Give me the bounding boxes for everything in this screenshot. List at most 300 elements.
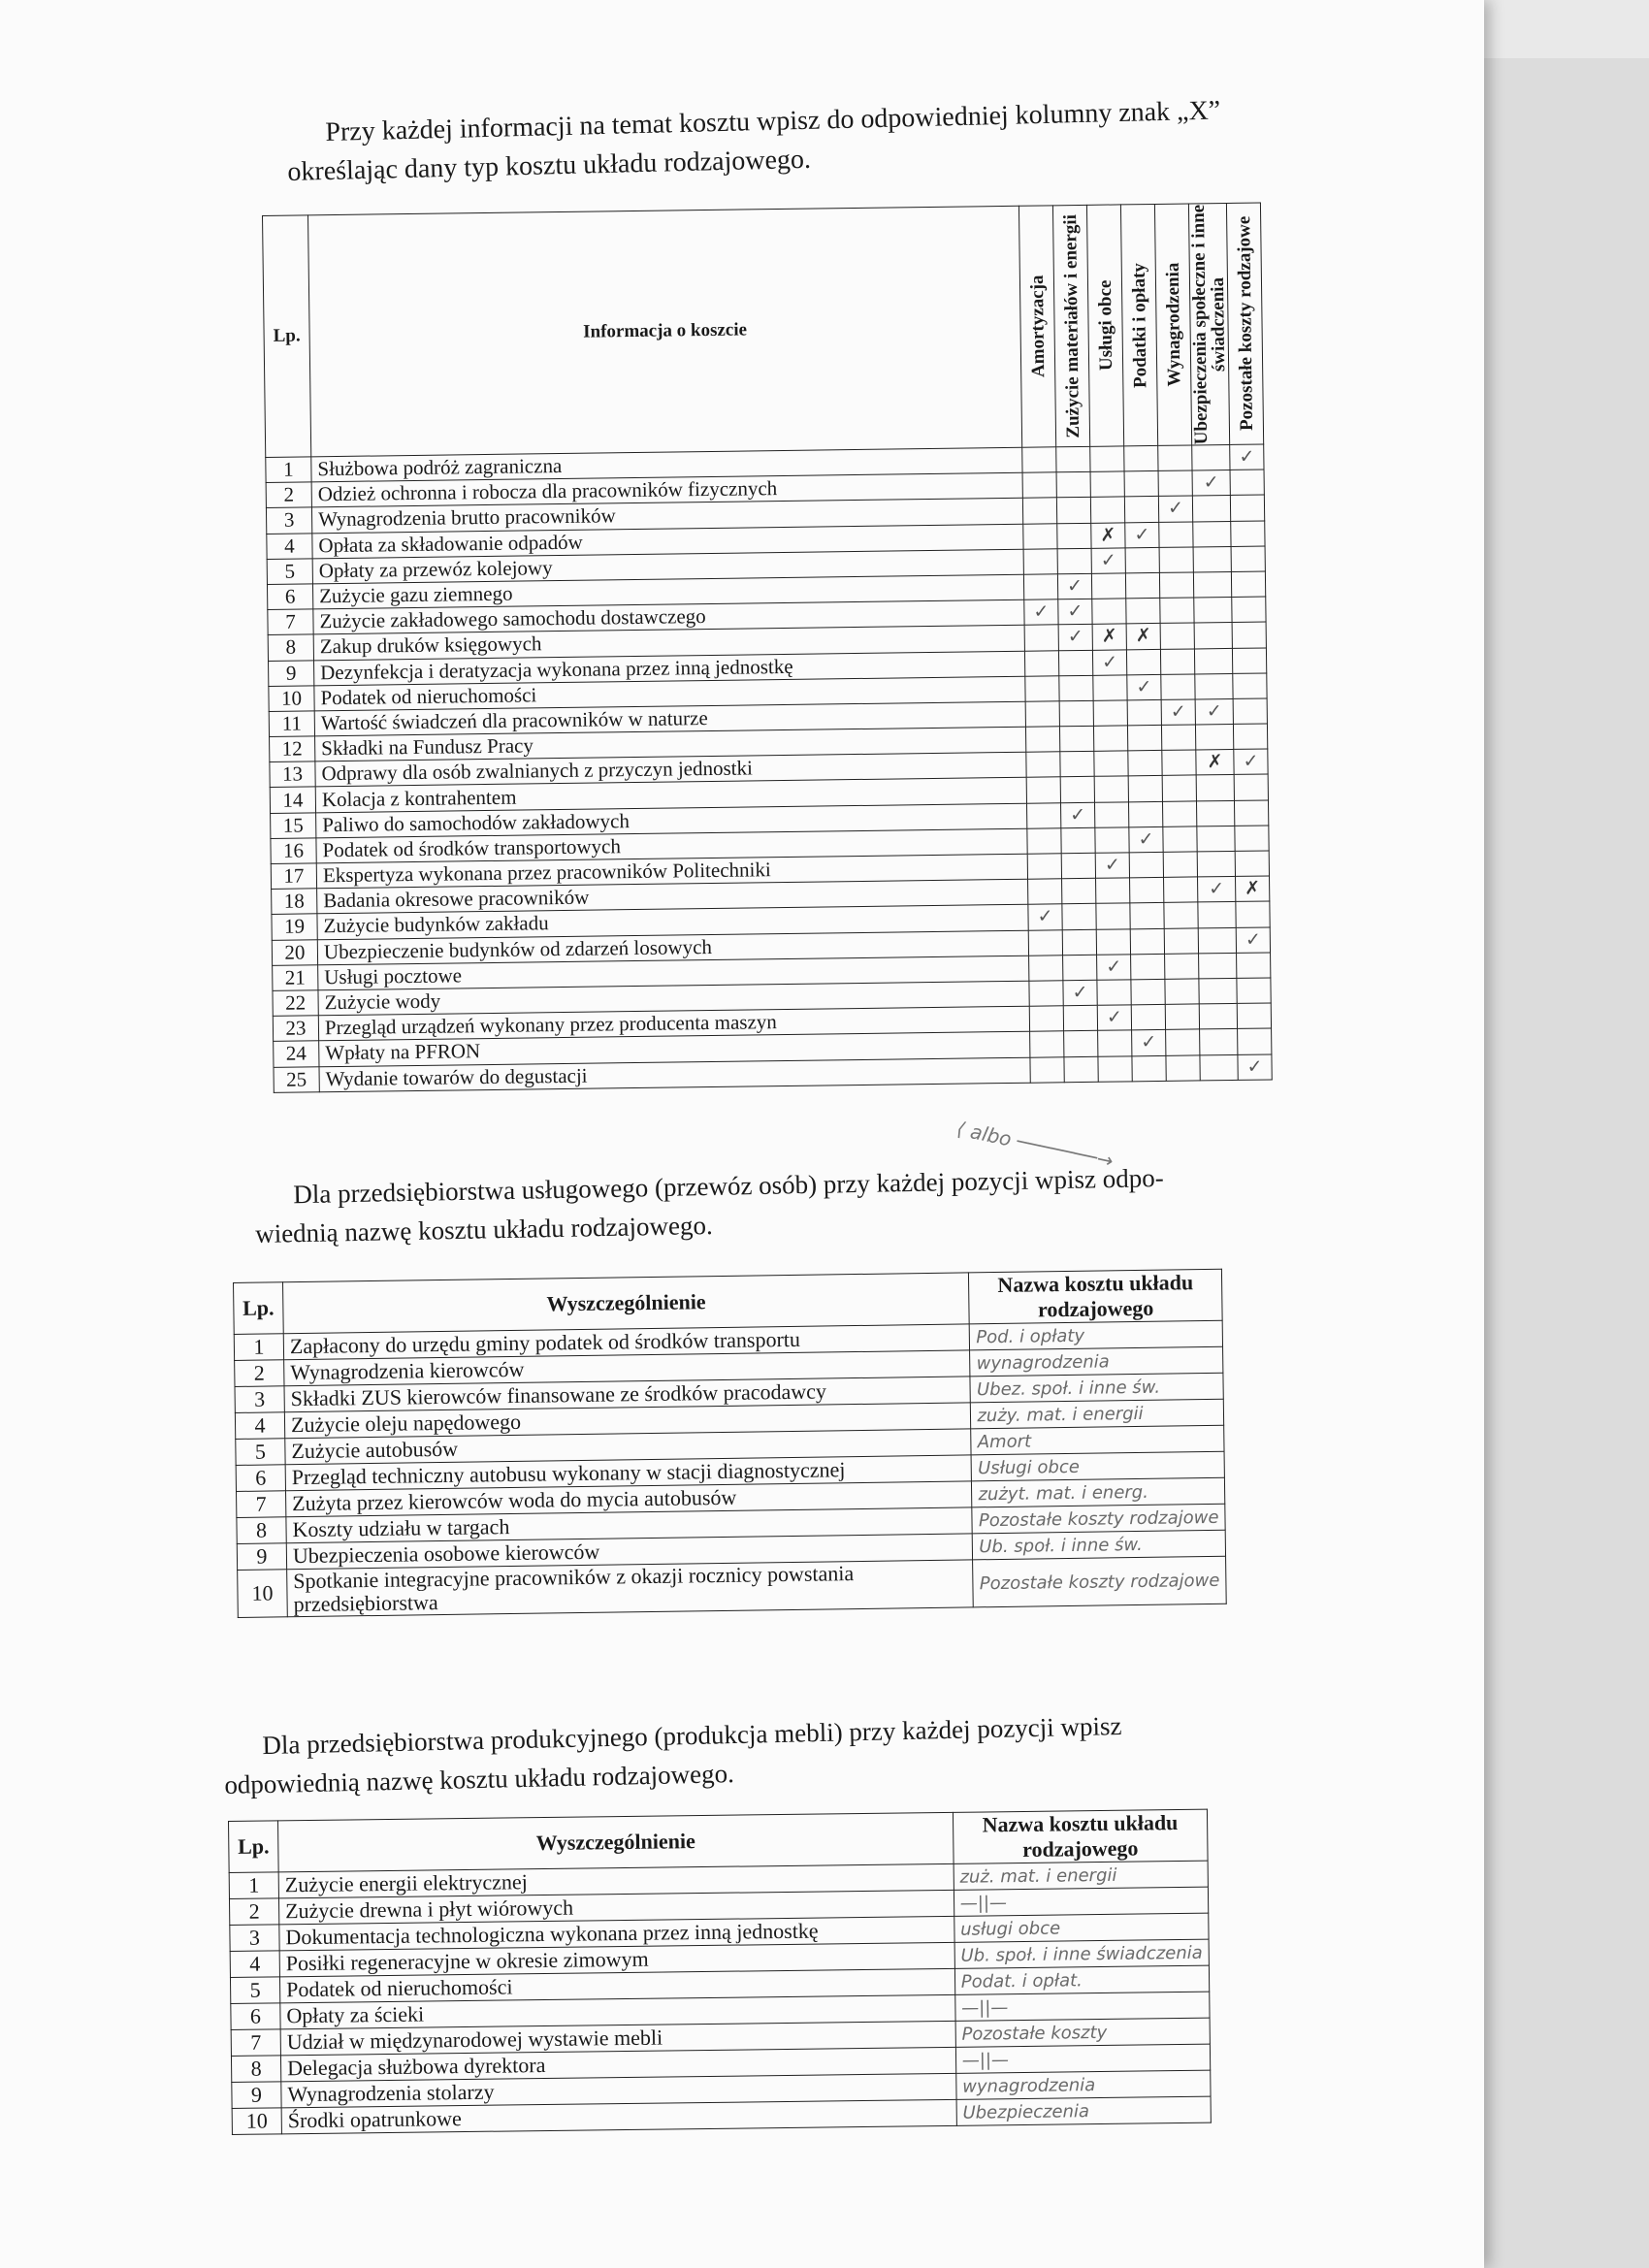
mark-cell[interactable] [1056, 498, 1090, 524]
answer-cell[interactable] [971, 1425, 1224, 1455]
handwritten-answer: zużyt. mat. i energ. [978, 1481, 1149, 1506]
mark-cell[interactable] [1093, 726, 1127, 752]
mark-cell[interactable]: ✓ [1091, 548, 1125, 574]
row-spec: Zużycie oleju napędowego [284, 1403, 971, 1439]
mark-cell[interactable] [1192, 444, 1230, 470]
mark-cell[interactable] [1027, 854, 1061, 880]
mark-cell[interactable] [1232, 622, 1266, 648]
row-lp: 11 [269, 711, 314, 737]
row-lp: 2 [229, 1898, 278, 1926]
mark-cell[interactable]: ✓ [1192, 470, 1230, 497]
row-spec: Posiłki regeneracyjne w okresie zimowym [279, 1942, 954, 1976]
answer-cell[interactable] [971, 1451, 1224, 1481]
margin-note-albo: ⟨ albo ───────→ [954, 1117, 1116, 1173]
row-info: Wydanie towarów do degustacji [319, 1057, 1030, 1092]
services-table-body [234, 1320, 1226, 1617]
mark-cell[interactable] [1163, 852, 1197, 878]
mark-cell[interactable]: ✓ [1063, 980, 1097, 1006]
mark-cell[interactable] [1057, 548, 1091, 574]
handwritten-answer: Ubezpieczenia [962, 2101, 1090, 2123]
mark-cell[interactable] [1022, 447, 1056, 473]
handwritten-answer: Ub. społ. i inne świadczenia [960, 1942, 1203, 1966]
mark-cell[interactable] [1059, 675, 1093, 701]
mark-cell[interactable] [1165, 979, 1199, 1005]
header-col-4: Wynagrodzenia [1154, 204, 1191, 445]
mark-cell[interactable]: ✓ [1024, 599, 1058, 626]
mark-cell[interactable] [1163, 826, 1197, 853]
row-lp: 3 [235, 1386, 284, 1413]
mark-cell[interactable] [1030, 1056, 1064, 1083]
mark-cell[interactable] [1029, 956, 1063, 982]
mark-cell[interactable]: ✓ [1092, 649, 1126, 675]
mark-cell[interactable]: ✓ [1234, 749, 1268, 775]
row-spec: Zużyta przez kierowców woda do mycia autobusów [286, 1481, 973, 1517]
row-info: Opłata za składowanie odpadów [312, 524, 1023, 559]
answer-cell[interactable] [954, 1887, 1209, 1916]
mark-cell[interactable] [1127, 725, 1161, 751]
answer-cell[interactable] [970, 1320, 1223, 1350]
row-spec: Delegacja służbowa dyrektora [280, 2047, 955, 2081]
answer-cell[interactable] [970, 1346, 1223, 1377]
answer-cell[interactable] [972, 1477, 1225, 1507]
row-lp: 4 [230, 1951, 279, 1978]
mark-cell[interactable] [1128, 801, 1162, 827]
mark-cell[interactable] [1195, 673, 1233, 699]
answer-cell[interactable] [971, 1399, 1224, 1429]
mark-cell[interactable] [1233, 724, 1267, 750]
mark-cell[interactable] [1196, 800, 1234, 826]
row-info: Opłaty za przewóz kolejowy [312, 549, 1023, 584]
mark-cell[interactable]: ✓ [1236, 927, 1270, 954]
mark-cell[interactable]: ✓ [1057, 573, 1091, 599]
row-lp: 4 [235, 1412, 284, 1440]
row-spec: Składki ZUS kierowców finansowane ze środków pracodawcy [284, 1377, 971, 1412]
handwritten-answer: usługi obce [960, 1918, 1061, 1940]
row-lp: 22 [273, 990, 318, 1017]
mark-cell[interactable]: ✓ [1097, 955, 1131, 981]
mark-cell[interactable] [1129, 852, 1163, 878]
mark-cell[interactable] [1130, 878, 1164, 904]
mark-cell[interactable]: ✓ [1238, 1053, 1272, 1080]
row-lp: 2 [235, 1360, 284, 1387]
row-spec: Podatek od nieruchomości [279, 1968, 954, 2002]
row-lp: 23 [273, 1016, 318, 1042]
mark-cell[interactable] [1090, 446, 1124, 472]
mark-cell[interactable]: ✗ [1092, 624, 1126, 650]
mark-cell[interactable] [1128, 776, 1162, 802]
mark-cell[interactable]: ✓ [1158, 496, 1192, 522]
mark-cell[interactable] [1028, 929, 1062, 956]
row-lp: 5 [230, 1977, 279, 2004]
instructions-line-1: Przy każdej informacji na temat kosztu wpisz do odpowiedniej kolumny znak „X” [325, 95, 1221, 148]
answer-cell[interactable] [956, 2096, 1212, 2125]
mark-cell[interactable] [1030, 1031, 1064, 1057]
mark-cell[interactable] [1023, 549, 1057, 575]
mark-cell[interactable]: ✓ [1058, 599, 1092, 625]
mark-cell[interactable] [1199, 1004, 1237, 1030]
mark-cell[interactable] [1026, 777, 1060, 803]
mark-cell[interactable] [1098, 1055, 1132, 1082]
mark-cell[interactable] [1029, 1006, 1063, 1032]
section-production [223, 1703, 1234, 1804]
row-lp: 4 [267, 533, 312, 559]
mark-cell[interactable] [1125, 572, 1159, 599]
mark-cell[interactable] [1092, 599, 1126, 625]
row-lp: 14 [270, 787, 315, 813]
row-spec: Spotkanie integracyjne pracowników z okazji rocznicy powstania przedsiębiorstwa [287, 1560, 974, 1617]
mark-cell[interactable] [1130, 928, 1164, 955]
row-lp: 12 [270, 736, 315, 762]
mark-cell[interactable] [1194, 598, 1232, 624]
row-info: Zużycie budynków zakładu [317, 905, 1028, 940]
answer-cell[interactable] [954, 1965, 1210, 1994]
mark-cell[interactable]: ✓ [1127, 674, 1161, 700]
mark-cell[interactable] [1090, 497, 1124, 523]
mark-cell[interactable]: ✓ [1060, 802, 1094, 828]
mark-cell[interactable] [1024, 625, 1058, 651]
mark-cell[interactable] [1236, 901, 1270, 927]
mark-cell[interactable] [1234, 774, 1268, 800]
mark-cell[interactable] [1164, 927, 1198, 954]
row-spec: Wynagrodzenia kierowców [284, 1350, 971, 1386]
mark-cell[interactable] [1198, 927, 1236, 954]
handwritten-answer: —||— [961, 1997, 1009, 2019]
row-info: Składki na Fundusz Pracy [315, 727, 1026, 761]
row-spec: Udział w międzynarodowej wystawie mebli [280, 2021, 955, 2055]
mark-cell[interactable] [1192, 496, 1230, 522]
section-services [254, 1156, 1264, 1253]
header-col-0: Amortyzacja [1018, 206, 1055, 447]
row-spec: Wynagrodzenia stolarzy [281, 2073, 956, 2107]
mark-cell[interactable] [1023, 574, 1057, 600]
section-production-line-1: Dla przedsiębiorstwa produkcyjnego (produkcja mebli) przy każdej pozycji wpisz [262, 1710, 1122, 1761]
mark-cell[interactable] [1230, 470, 1264, 496]
mark-cell[interactable] [1159, 547, 1193, 573]
mark-cell[interactable]: ✓ [1198, 877, 1236, 903]
row-info: Wpłaty na PFRON [319, 1032, 1030, 1067]
mark-cell[interactable] [1166, 1054, 1200, 1081]
mark-cell[interactable] [1096, 878, 1130, 904]
mark-cell[interactable]: ✗ [1091, 522, 1125, 548]
mark-cell[interactable] [1091, 573, 1125, 599]
instructions-line-2: określając dany typ kosztu układu rodzajowego. [287, 144, 812, 187]
row-spec: Środki opatrunkowe [281, 2099, 956, 2133]
answer-cell[interactable] [955, 2044, 1211, 2073]
header-info: Informacja o koszcie [308, 206, 1022, 457]
mark-cell[interactable] [1094, 801, 1128, 827]
mark-cell[interactable] [1023, 523, 1057, 549]
mark-cell[interactable] [1063, 1005, 1097, 1031]
row-lp: 20 [272, 939, 317, 965]
row-lp: 18 [272, 889, 317, 915]
mark-cell[interactable] [1124, 497, 1158, 523]
mark-cell[interactable] [1131, 979, 1165, 1005]
answer-cell[interactable] [954, 1939, 1210, 1968]
mark-cell[interactable] [1064, 1056, 1098, 1083]
mark-cell[interactable]: ✓ [1195, 698, 1233, 725]
mark-cell[interactable] [1194, 648, 1232, 674]
handwritten-answer: zuż. mat. i energii [959, 1864, 1117, 1888]
mark-cell[interactable] [1164, 902, 1198, 928]
handwritten-answer: Pozostałe koszty [961, 2022, 1108, 2045]
answer-cell[interactable] [973, 1556, 1226, 1607]
mark-cell[interactable]: ✓ [1125, 522, 1159, 548]
row-lp: 10 [238, 1570, 288, 1618]
mark-cell[interactable] [1160, 598, 1194, 624]
mark-cell[interactable] [1232, 647, 1266, 673]
row-lp: 15 [271, 812, 316, 838]
mark-cell[interactable] [1128, 751, 1162, 777]
mark-cell[interactable] [1193, 571, 1231, 598]
mark-cell[interactable] [1159, 572, 1193, 599]
row-spec: Ubezpieczenia osobowe kierowców [286, 1534, 973, 1570]
mark-cell[interactable] [1164, 877, 1198, 903]
row-spec: Dokumentacja technologiczna wykonana przez inną jednostkę [279, 1916, 954, 1950]
mark-cell[interactable] [1022, 498, 1056, 524]
row-info: Przegląd urządzeń wykonany przez producenta maszyn [318, 1006, 1029, 1041]
answer-cell[interactable] [973, 1530, 1226, 1560]
mark-cell[interactable] [1159, 522, 1193, 548]
handwritten-answer: Pozostałe koszty rodzajowe [978, 1507, 1219, 1532]
mark-cell[interactable]: ✓ [1230, 444, 1264, 470]
mark-cell[interactable] [1098, 1030, 1132, 1056]
row-info: Paliwo do samochodów zakładowych [316, 803, 1027, 838]
mark-cell[interactable] [1124, 471, 1158, 498]
mark-cell[interactable] [1232, 597, 1266, 623]
row-lp: 5 [236, 1439, 285, 1466]
mark-cell[interactable] [1062, 904, 1096, 930]
mark-cell[interactable] [1025, 701, 1059, 728]
mark-cell[interactable] [1096, 903, 1130, 929]
section-production-line-2: odpowiednią nazwę kosztu układu rodzajowego. [224, 1759, 735, 1799]
mark-cell[interactable] [1029, 981, 1063, 1007]
mark-cell[interactable] [1196, 775, 1234, 801]
mark-cell[interactable]: ✓ [1097, 1005, 1131, 1031]
row-spec: Przegląd techniczny autobusu wykonany w stacji diagnostycznej [285, 1455, 972, 1491]
header-spec: Wyszczególnienie [283, 1273, 970, 1334]
header-col-6: Pozostałe koszty rodzajowe [1226, 203, 1263, 444]
row-lp: 13 [270, 761, 315, 788]
row-spec: Zużycie energii elektrycznej [278, 1863, 954, 1897]
production-table-body [229, 1861, 1211, 2134]
row-lp: 21 [273, 965, 318, 991]
mark-cell[interactable] [1056, 472, 1090, 499]
mark-cell[interactable] [1090, 471, 1124, 498]
mark-cell[interactable] [1193, 546, 1231, 572]
row-lp: 19 [272, 914, 317, 940]
row-spec: Zapłacony do urzędu gminy podatek od środków transportu [283, 1324, 970, 1360]
mark-cell[interactable] [1198, 902, 1236, 928]
mark-cell[interactable]: ✗ [1236, 876, 1270, 902]
mark-cell[interactable] [1195, 724, 1233, 750]
answer-cell[interactable] [972, 1504, 1225, 1534]
mark-cell[interactable]: ✓ [1058, 625, 1092, 651]
row-info: Ubezpieczenie budynków od zdarzeń losowych [317, 930, 1028, 965]
mark-cell[interactable] [1165, 1004, 1199, 1030]
mark-cell[interactable] [1199, 953, 1237, 979]
mark-cell[interactable]: ✓ [1132, 1030, 1166, 1056]
mark-cell[interactable] [1158, 470, 1192, 497]
mark-cell[interactable] [1061, 853, 1095, 879]
mark-cell[interactable] [1059, 726, 1093, 752]
handwritten-answer: Podat. i opłat. [960, 1970, 1083, 1993]
mark-cell[interactable] [1093, 700, 1127, 727]
header-cost-name: Nazwa kosztu układu rodzajowego [969, 1269, 1222, 1324]
mark-cell[interactable] [1230, 495, 1264, 521]
row-lp: 6 [236, 1465, 285, 1492]
row-lp: 9 [232, 2082, 281, 2109]
mark-cell[interactable] [1126, 649, 1160, 675]
mark-cell[interactable] [1160, 648, 1194, 674]
mark-cell[interactable] [1234, 800, 1268, 826]
row-spec: Zużycie autobusów [285, 1429, 972, 1465]
mark-cell[interactable]: ✗ [1196, 750, 1234, 776]
row-spec: Opłaty za ścieki [280, 1994, 955, 2028]
handwritten-answer: Usługi obce [978, 1456, 1080, 1479]
mark-cell[interactable]: ✓ [1028, 904, 1062, 930]
mark-cell[interactable] [1231, 546, 1265, 572]
mark-cell[interactable] [1058, 650, 1092, 676]
answer-cell[interactable] [954, 1861, 1209, 1890]
answer-cell[interactable] [956, 2070, 1212, 2099]
mark-cell[interactable] [1161, 674, 1195, 700]
row-spec: Koszty udziału w targach [286, 1507, 973, 1543]
mark-cell[interactable] [1022, 472, 1056, 499]
mark-cell[interactable] [1060, 777, 1094, 803]
row-lp: 7 [268, 609, 313, 635]
mark-cell[interactable] [1126, 599, 1160, 625]
handwritten-answer: —||— [959, 1893, 1008, 1914]
row-lp: 17 [271, 863, 316, 890]
mark-cell[interactable] [1132, 1055, 1166, 1082]
mark-cell[interactable] [1237, 1003, 1271, 1029]
mark-cell[interactable] [1194, 623, 1232, 649]
mark-cell[interactable] [1025, 727, 1059, 753]
row-lp: 6 [231, 2003, 280, 2030]
mark-cell[interactable] [1056, 446, 1090, 472]
row-lp: 25 [274, 1066, 319, 1092]
mark-cell[interactable] [1193, 521, 1231, 547]
handwritten-answer: Pod. i opłaty [976, 1325, 1085, 1348]
row-lp: 10 [232, 2108, 281, 2135]
section-services-line-1: Dla przedsiębiorstwa usługowego (przewóz osób) przy każdej pozycji wpisz odpo- [293, 1163, 1164, 1210]
mark-cell[interactable] [1233, 698, 1267, 725]
mark-cell[interactable] [1235, 851, 1269, 877]
mark-cell[interactable] [1094, 776, 1128, 802]
row-lp: 7 [237, 1491, 286, 1518]
mark-cell[interactable] [1059, 700, 1093, 727]
answer-cell[interactable] [955, 1992, 1211, 2021]
mark-cell[interactable] [1200, 1054, 1238, 1081]
mark-cell[interactable] [1060, 752, 1094, 778]
mark-cell[interactable] [1233, 673, 1267, 699]
mark-cell[interactable] [1158, 445, 1192, 471]
mark-cell[interactable] [1026, 752, 1060, 778]
handwritten-answer: wynagrodzenia [962, 2075, 1096, 2097]
mark-cell[interactable] [1025, 675, 1059, 701]
mark-cell[interactable] [1097, 980, 1131, 1006]
mark-cell[interactable] [1095, 827, 1129, 854]
mark-cell[interactable] [1026, 802, 1060, 828]
mark-cell[interactable] [1093, 675, 1127, 701]
mark-cell[interactable] [1063, 955, 1097, 981]
mark-cell[interactable] [1131, 1005, 1165, 1031]
handwritten-answer: Ubez. społ. i inne św. [976, 1377, 1161, 1401]
mark-cell[interactable] [1238, 1028, 1272, 1054]
mark-cell[interactable] [1199, 978, 1237, 1004]
section-services-line-2: wiednią nazwę kosztu układu rodzajowego. [254, 1210, 713, 1248]
mark-cell[interactable] [1024, 650, 1058, 676]
mark-cell[interactable] [1096, 928, 1130, 955]
mark-cell[interactable] [1160, 623, 1194, 649]
mark-cell[interactable] [1061, 827, 1095, 854]
mark-cell[interactable] [1062, 929, 1096, 956]
header-cost-name: Nazwa kosztu układu rodzajowego [953, 1809, 1208, 1863]
mark-cell[interactable] [1124, 445, 1158, 471]
mark-cell[interactable] [1237, 953, 1271, 979]
row-info: Kolacja z kontrahentem [315, 778, 1026, 813]
mark-cell[interactable]: ✓ [1095, 853, 1129, 879]
instructions [286, 89, 1307, 192]
row-lp: 1 [229, 1872, 278, 1899]
row-lp: 8 [237, 1517, 286, 1544]
answer-cell[interactable] [970, 1373, 1223, 1403]
mark-cell[interactable] [1130, 903, 1164, 929]
mark-cell[interactable] [1237, 978, 1271, 1004]
mark-cell[interactable] [1200, 1029, 1238, 1055]
mark-cell[interactable] [1062, 878, 1096, 904]
handwritten-answer: Amort [977, 1431, 1032, 1453]
mark-cell[interactable] [1027, 828, 1061, 855]
header-lp: Lp. [263, 215, 311, 458]
mark-cell[interactable] [1162, 750, 1196, 776]
answer-cell[interactable] [955, 2018, 1211, 2047]
mark-cell[interactable] [1235, 826, 1269, 852]
mark-cell[interactable]: ✓ [1161, 699, 1195, 726]
production-cost-table [228, 1809, 1212, 2135]
mark-cell[interactable] [1162, 775, 1196, 801]
mark-cell[interactable] [1197, 826, 1235, 852]
handwritten-answer: —||— [961, 2050, 1010, 2071]
row-info: Wartość świadczeń dla pracowników w naturze [314, 701, 1025, 736]
row-lp: 6 [267, 584, 312, 610]
mark-cell[interactable] [1094, 751, 1128, 777]
row-lp: 1 [266, 457, 311, 483]
cost-type-table-body [266, 444, 1272, 1092]
handwritten-answer: Pozostałe koszty rodzajowe [979, 1570, 1220, 1595]
row-info: Odprawy dla osób zwalnianych z przyczyn jednostki [315, 752, 1026, 787]
mark-cell[interactable] [1197, 851, 1235, 877]
row-info: Usługi pocztowe [318, 956, 1029, 990]
answer-cell[interactable] [954, 1913, 1210, 1942]
mark-cell[interactable] [1125, 547, 1159, 573]
mark-cell[interactable]: ✗ [1126, 624, 1160, 650]
mark-cell[interactable] [1166, 1029, 1200, 1055]
mark-cell[interactable] [1028, 879, 1062, 905]
mark-cell[interactable] [1064, 1031, 1098, 1057]
mark-cell[interactable] [1131, 954, 1165, 980]
mark-cell[interactable]: ✓ [1129, 826, 1163, 853]
handwritten-answer: wynagrodzenia [976, 1351, 1110, 1375]
mark-cell[interactable] [1161, 725, 1195, 751]
mark-cell[interactable] [1231, 571, 1265, 598]
row-lp: 10 [269, 686, 314, 712]
mark-cell[interactable] [1162, 801, 1196, 827]
mark-cell[interactable] [1127, 699, 1161, 726]
mark-cell[interactable] [1231, 521, 1265, 547]
mark-cell[interactable] [1165, 954, 1199, 980]
mark-cell[interactable] [1057, 523, 1091, 549]
